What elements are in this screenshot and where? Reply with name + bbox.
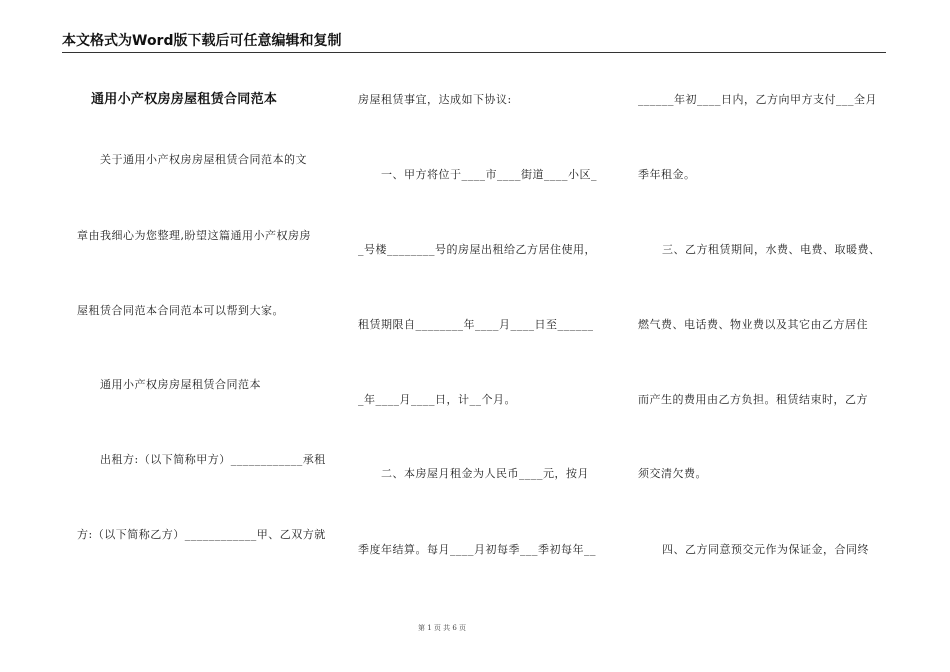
paragraph-line: 通用小产权房房屋租赁合同范本 (100, 378, 261, 391)
paragraph-line: 燃气费、电话费、物业费以及其它由乙方居住 (638, 318, 868, 331)
paragraph-line: 季度年结算。每月____月初每季___季初每年__ (358, 543, 596, 556)
paragraph-line: 一、甲方将位于____市____街道____小区_ (381, 168, 597, 181)
paragraph-line: 房屋租赁事宜，达成如下协议: (358, 93, 512, 106)
paragraph-line: _年____月____日，计__个月。 (358, 393, 516, 406)
paragraph-line: 租赁期限自________年____月____日至______ (358, 318, 594, 331)
document-title: 通用小产权房房屋租赁合同范本 (91, 92, 278, 107)
header-text: 本文格式为Word版下载后可任意编辑和复制 (62, 33, 342, 49)
paragraph-line: 屋租赁合同范本合同范本可以帮到大家。 (77, 304, 284, 317)
paragraph-line: 四、乙方同意预交元作为保证金，合同终 (662, 543, 869, 556)
paragraph-line: 须交清欠费。 (638, 467, 707, 480)
paragraph-line: 二、本房屋月租金为人民币____元，按月 (381, 467, 589, 480)
paragraph-line: 三、乙方租赁期间，水费、电费、取暖费、 (662, 243, 881, 256)
paragraph-line: _号楼________号的房屋出租给乙方居住使用， (358, 243, 596, 256)
page-number: 第 1 页 共 6 页 (417, 624, 467, 632)
paragraph-line: 方:（以下简称乙方）____________甲、乙双方就 (77, 528, 326, 541)
paragraph-line: ______年初____日内，乙方向甲方支付___全月 (638, 93, 877, 106)
paragraph-line: 而产生的费用由乙方负担。租赁结束时，乙方 (638, 393, 868, 406)
paragraph-line: 出租方:（以下简称甲方）____________承租 (100, 453, 326, 466)
page-header (62, 30, 886, 53)
paragraph-line: 季年租金。 (638, 168, 696, 181)
paragraph-line: 章由我细心为您整理,盼望这篇通用小产权房房 (77, 229, 311, 242)
paragraph-line: 关于通用小产权房房屋租赁合同范本的文 (100, 153, 307, 166)
